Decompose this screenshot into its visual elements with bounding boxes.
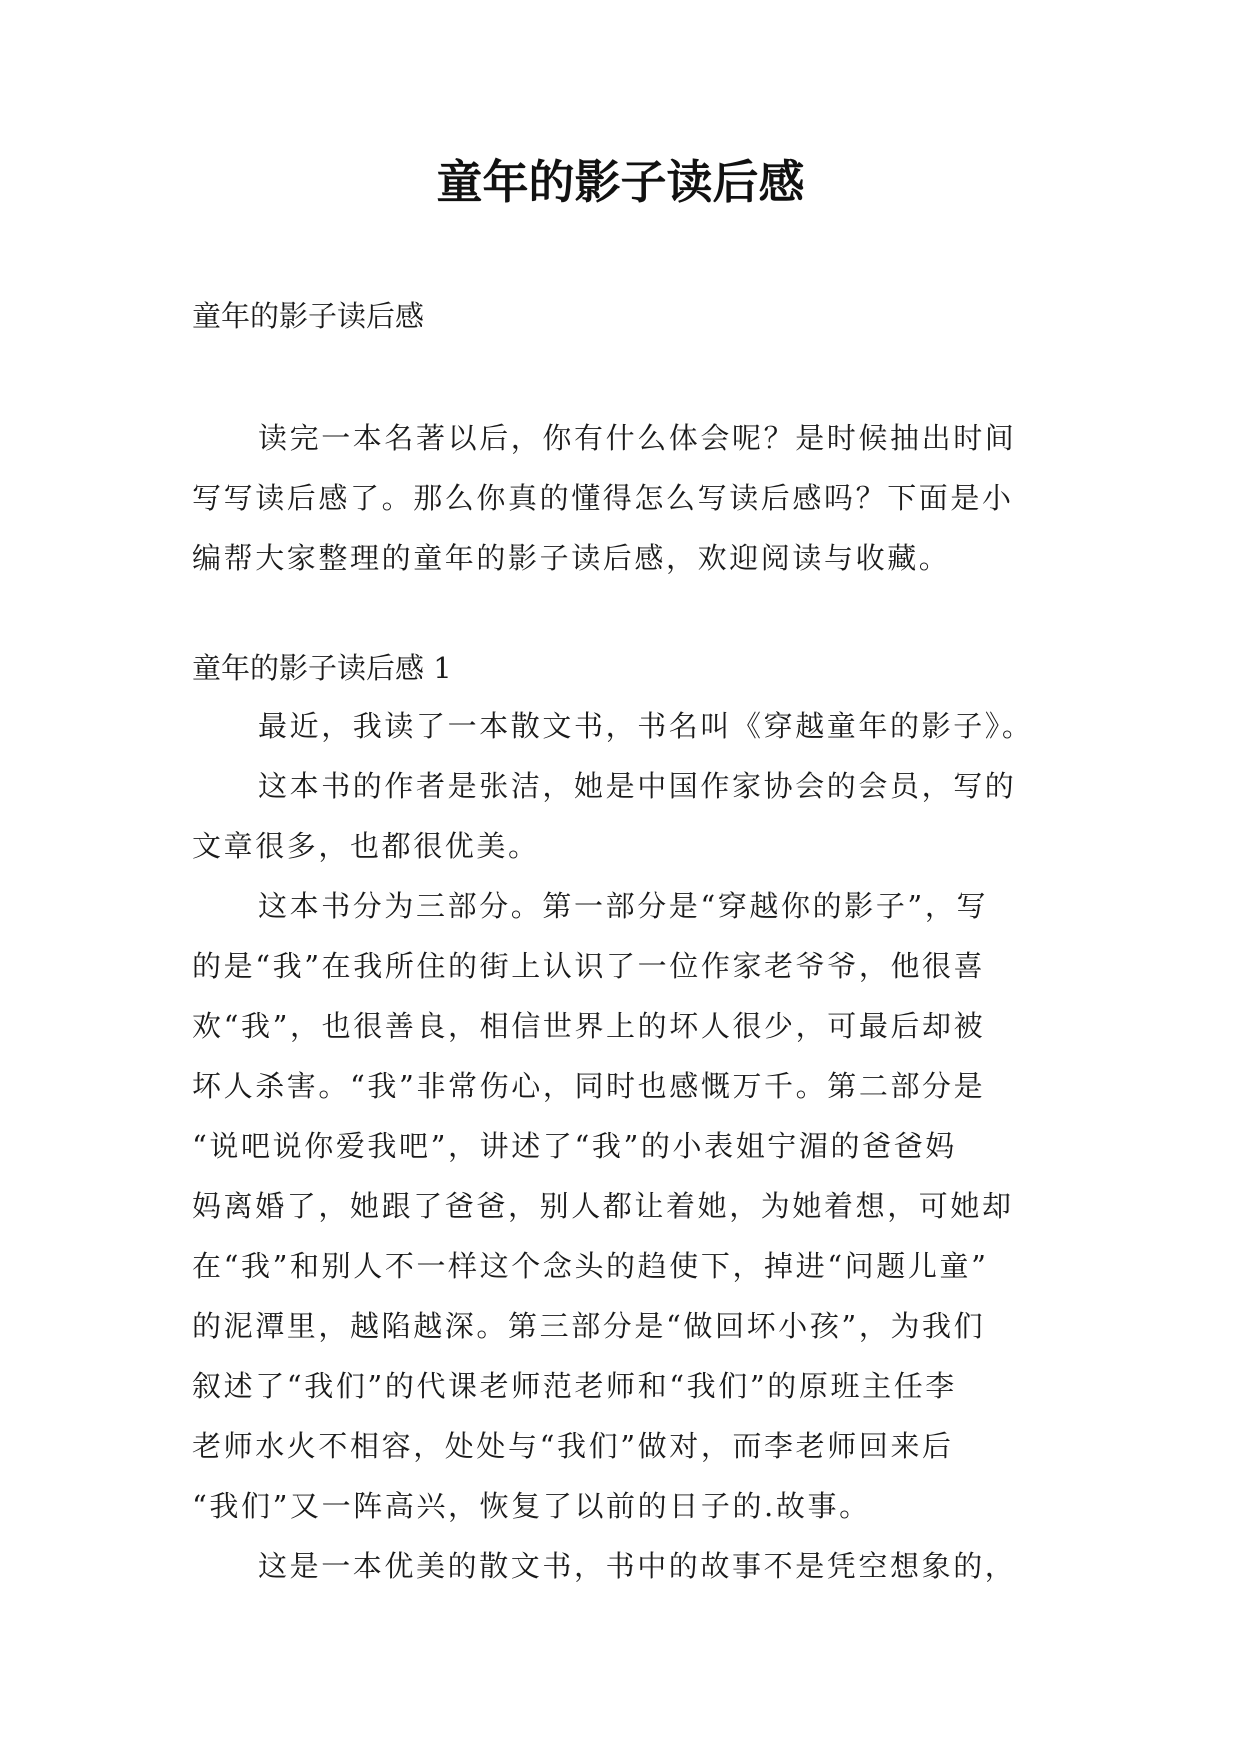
body-line: 的是“我”在我所住的街上认识了一位作家老爷爷，他很喜 (192, 949, 986, 983)
intro-line: 编帮大家整理的童年的影子读后感，欢迎阅读与收藏。 (192, 541, 951, 575)
body-line: 妈离婚了，她跟了爸爸，别人都让着她，为她着想，可她却 (192, 1189, 1014, 1223)
document-subtitle: 童年的影子读后感 (192, 299, 425, 333)
body-line: 叙述了“我们”的代课老师范老师和“我们”的原班主任李 (192, 1369, 957, 1403)
body-line: 在“我”和别人不一样这个念头的趋使下，掉进“问题儿童” (192, 1249, 989, 1283)
body-line: 老师水火不相容，处处与“我们”做对，而李老师回来后 (192, 1429, 954, 1463)
body-line: 欢“我”，也很善良，相信世界上的坏人很少，可最后却被 (192, 1009, 986, 1043)
body-line: 最近，我读了一本散文书，书名叫《穿越童年的影子》。 (258, 709, 1034, 743)
section-body (192, 696, 1052, 1596)
body-line: 这本书的作者是张洁，她是中国作家协会的会员，写的 (258, 769, 1017, 803)
body-line: 这是一本优美的散文书，书中的故事不是凭空想象的， (258, 1549, 1017, 1583)
body-line: “说吧说你爱我吧”，讲述了“我”的小表姐宁湄的爸爸妈 (192, 1129, 957, 1163)
body-line: 的泥潭里，越陷越深。第三部分是“做回坏小孩”，为我们 (192, 1309, 986, 1343)
body-line: 文章很多，也都很优美。 (192, 829, 540, 863)
intro-line: 读完一本名著以后，你有什么体会呢？是时候抽出时间 (258, 421, 1017, 455)
intro-paragraph (192, 408, 1052, 588)
intro-line: 写写读后感了。那么你真的懂得怎么写读后感吗？下面是小 (192, 481, 1014, 515)
body-line: 坏人杀害。“我”非常伤心，同时也感慨万千。第二部分是 (192, 1069, 986, 1103)
section-heading: 童年的影子读后感 1 (192, 651, 452, 685)
body-line: “我们”又一阵高兴，恢复了以前的日子的.故事。 (192, 1489, 871, 1523)
document-title: 童年的影子读后感 (436, 155, 805, 209)
body-line: 这本书分为三部分。第一部分是“穿越你的影子”，写 (258, 889, 989, 923)
